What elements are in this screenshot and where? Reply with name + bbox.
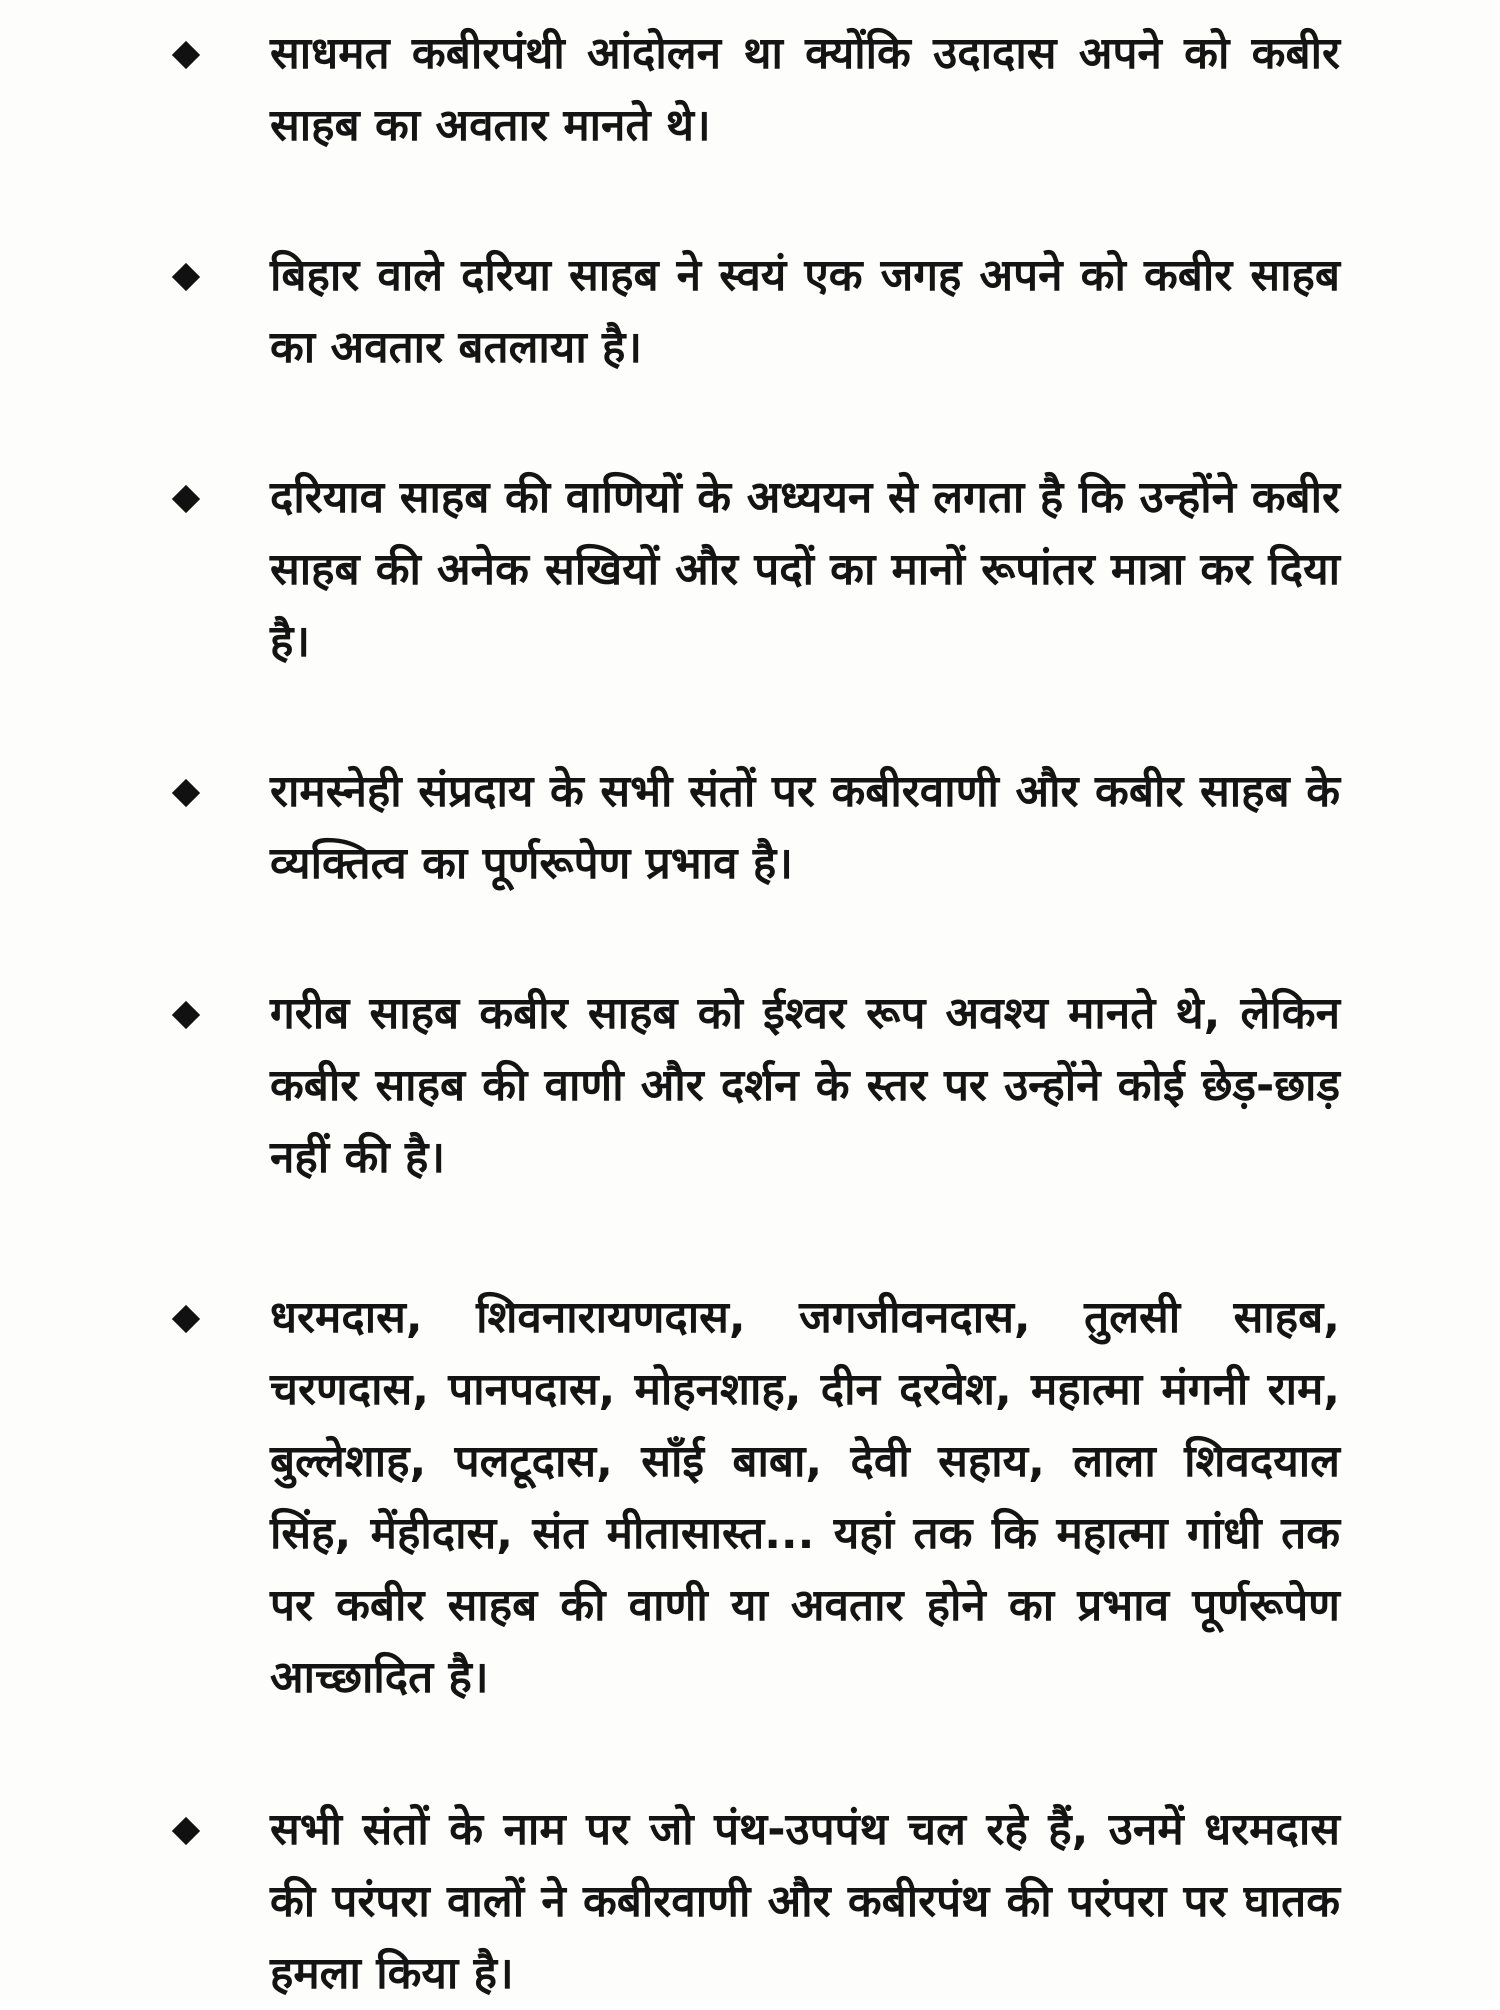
diamond-bullet-icon <box>172 41 200 69</box>
diamond-bullet-icon <box>172 779 200 807</box>
list-item-text: साधमत कबीरपंथी आंदोलन था क्योंकि उदादास अपने को कबीर साहब का अवतार मानते थे। <box>270 28 1340 151</box>
list-item <box>160 978 1340 1194</box>
list-item-text: सभी संतों के नाम पर जो पंथ-उपपंथ चल रहे हैं, उनमें धरमदास की परंपरा वालों ने कबीरवाणी और कबीरपंथ की परंपरा पर घातक हमला किया है। <box>270 1804 1340 1999</box>
list-item <box>160 1282 1340 1714</box>
list-item-text: दरियाव साहब की वाणियों के अध्ययन से लगता है कि उन्होंने कबीर साहब की अनेक सखियों और पदों का मानों रूपांतर मात्रा कर दिया है। <box>270 472 1340 667</box>
list-item-text: रामस्नेही संप्रदाय के सभी संतों पर कबीरवाणी और कबीर साहब के व्यक्तित्व का पूर्णरूपेण प्रभाव है। <box>270 766 1340 889</box>
bullet-list <box>160 18 1340 2010</box>
list-item <box>160 756 1340 900</box>
list-item-text: धरमदास, शिवनारायणदास, जगजीवनदास, तुलसी साहब, चरणदास, पानपदास, मोहनशाह, दीन दरवेश, महात्मा मंगनी राम, बुल्लेशाह, पलटूदास, साँई बाबा, देवी सहाय, लाला शिवदयाल सिंह, मेंहीदास, संत मीतासास्त... यहां तक कि महात्मा गांधी तक पर कबीर साहब की वाणी या अवतार होने का प्रभाव पूर्णरूपेण आच्छादित है। <box>270 1292 1340 1703</box>
list-item <box>160 462 1340 678</box>
list-item <box>160 1794 1340 2010</box>
diamond-bullet-icon <box>172 1817 200 1845</box>
list-item-text: बिहार वाले दरिया साहब ने स्वयं एक जगह अपने को कबीर साहब का अवतार बतलाया है। <box>270 250 1340 373</box>
list-item-text: गरीब साहब कबीर साहब को ईश्वर रूप अवश्य मानते थे, लेकिन कबीर साहब की वाणी और दर्शन के स्तर पर उन्होंने कोई छेड़-छाड़ नहीं की है। <box>270 988 1340 1183</box>
diamond-bullet-icon <box>172 1001 200 1029</box>
list-item <box>160 18 1340 162</box>
diamond-bullet-icon <box>172 1305 200 1333</box>
diamond-bullet-icon <box>172 485 200 513</box>
list-item <box>160 240 1340 384</box>
diamond-bullet-icon <box>172 263 200 291</box>
